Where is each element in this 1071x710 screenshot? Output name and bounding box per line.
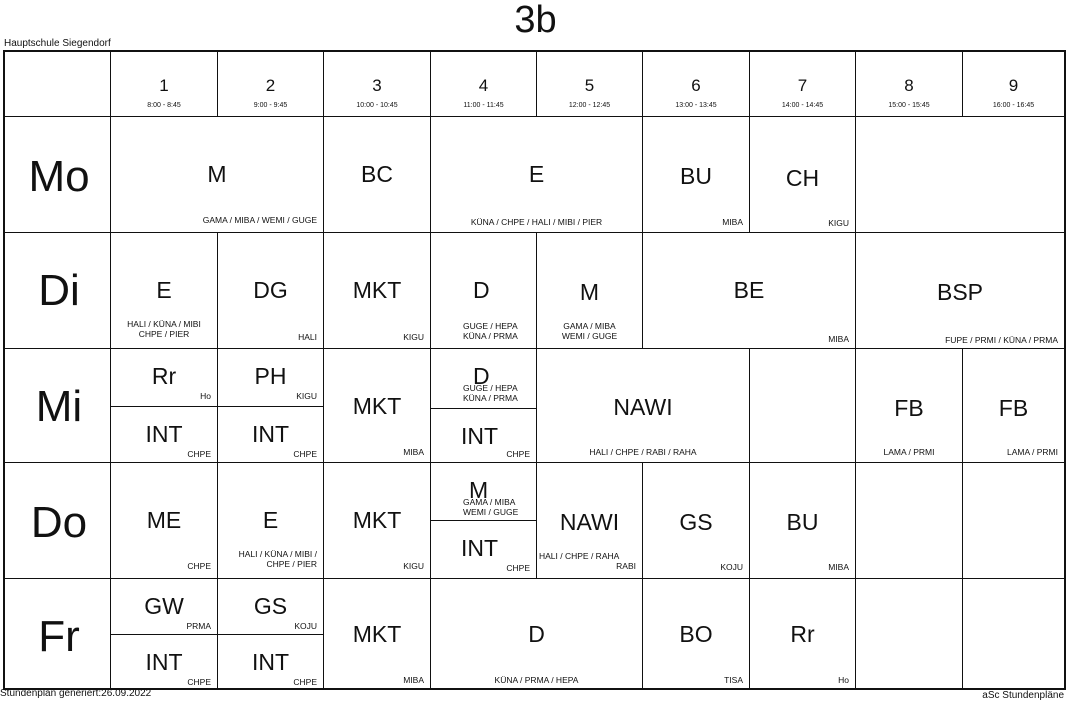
lesson-di-p1[interactable]	[111, 233, 217, 348]
lesson-teacher: MIBA	[403, 675, 424, 685]
lesson-subject: INT	[251, 421, 290, 447]
lesson-subject: D	[528, 621, 545, 647]
lesson-teacher-line2: KÜNA / PRMA	[463, 393, 518, 403]
lesson-mi-p4-b[interactable]	[431, 409, 536, 462]
lesson-subject: INT	[461, 535, 499, 561]
class-title: 3b	[514, 0, 557, 41]
lesson-subject: GS	[679, 509, 713, 535]
day-label-di: Di	[38, 266, 80, 315]
lesson-di-p4[interactable]	[431, 233, 536, 348]
lesson-teacher: LAMA / PRMI	[883, 447, 935, 457]
lesson-subject: GS	[253, 593, 288, 619]
lesson-mi-p5-6[interactable]	[537, 349, 749, 462]
lesson-subject: M	[579, 279, 600, 305]
lesson-subject: MKT	[352, 621, 402, 647]
lesson-mi-p9[interactable]	[963, 349, 1064, 462]
lesson-mi-p4-a[interactable]	[431, 349, 536, 408]
lesson-teacher: GAMA / MIBA	[563, 321, 616, 331]
lesson-teacher: HALI / KÜNA / MIBI	[127, 319, 201, 329]
lesson-teacher: PRMA	[186, 621, 211, 631]
period-header-4: 4 11:00 - 11:45	[463, 76, 504, 109]
lesson-do-p4-a[interactable]	[431, 463, 536, 520]
lesson-subject: BU	[680, 163, 712, 189]
lesson-subject: MKT	[352, 507, 402, 533]
lesson-fr-p4-5[interactable]	[431, 579, 642, 688]
lesson-subject: E	[528, 161, 545, 187]
lesson-do-p2[interactable]	[218, 463, 323, 578]
lesson-teacher: KIGU	[828, 218, 849, 228]
lesson-mo-p1-2[interactable]	[111, 117, 323, 232]
lesson-di-p6-7[interactable]	[643, 233, 855, 348]
lesson-teacher: HALI / KÜNA / MIBI /	[238, 549, 317, 559]
lesson-subject: INT	[145, 421, 183, 447]
lesson-teacher: MIBA	[828, 334, 849, 344]
lesson-mi-p1-b[interactable]	[111, 407, 217, 462]
lesson-mi-p3[interactable]	[324, 349, 430, 462]
lesson-teacher-line2: RABI	[616, 561, 636, 571]
lesson-subject: Rr	[151, 363, 177, 389]
lesson-fr-p2-a[interactable]	[218, 579, 323, 634]
generated-date: Stundenplan generiert:26.09.2022	[0, 688, 152, 699]
lesson-teacher-line2: WEMI / GUGE	[463, 507, 519, 517]
lesson-subject: E	[262, 507, 279, 533]
lesson-subject: BU	[786, 509, 819, 535]
lesson-subject: BSP	[936, 279, 984, 305]
lesson-mo-p6[interactable]	[643, 117, 749, 232]
lesson-mi-p2-a[interactable]	[218, 349, 323, 406]
lesson-teacher: GUGE / HEPA	[463, 321, 518, 331]
lesson-mo-p4-5[interactable]	[431, 117, 642, 232]
lesson-teacher: CHPE	[506, 563, 530, 573]
lesson-teacher: CHPE	[187, 449, 211, 459]
lesson-subject: BC	[361, 161, 393, 187]
lesson-di-p3[interactable]	[324, 233, 430, 348]
period-header-8: 8 15:00 - 15:45	[888, 76, 930, 109]
lesson-teacher: Ho	[838, 675, 849, 685]
lesson-teacher-line2: CHPE / PIER	[138, 329, 190, 339]
lesson-subject: CH	[785, 165, 820, 191]
lesson-subject: D	[473, 277, 490, 303]
period-header-5: 5 12:00 - 12:45	[568, 76, 611, 109]
lesson-teacher-line2: CHPE / PIER	[266, 559, 317, 569]
lesson-teacher: KÜNA / PRMA / HEPA	[494, 675, 579, 685]
lesson-teacher: KOJU	[720, 562, 743, 572]
lesson-do-p5[interactable]	[537, 463, 642, 578]
lesson-subject: FB	[894, 395, 924, 421]
lesson-do-p4-b[interactable]	[431, 521, 536, 578]
lesson-do-p6[interactable]	[643, 463, 749, 578]
day-label-do: Do	[30, 498, 88, 547]
lesson-subject: INT	[251, 649, 290, 675]
period-header-2: 2 9:00 - 9:45	[253, 76, 288, 109]
lesson-teacher: GAMA / MIBA / WEMI / GUGE	[202, 215, 317, 225]
lesson-teacher-line2: WEMI / GUGE	[561, 331, 618, 341]
lesson-fr-p2-b[interactable]	[218, 635, 323, 688]
lesson-di-p5[interactable]	[537, 233, 642, 348]
lesson-teacher: LAMA / PRMI	[1006, 447, 1058, 457]
lesson-teacher: KOJU	[294, 621, 317, 631]
timetable-grid	[3, 50, 1066, 690]
lesson-teacher: HALI / CHPE / RAHA	[539, 551, 620, 561]
period-header-1: 1 8:00 - 8:45	[147, 76, 181, 109]
lesson-mo-p7[interactable]	[750, 117, 855, 232]
lesson-teacher: GUGE / HEPA	[463, 383, 518, 393]
lesson-fr-p6[interactable]	[643, 579, 749, 688]
lesson-teacher: TISA	[724, 675, 743, 685]
lesson-subject: ME	[146, 507, 182, 533]
day-label-mi: Mi	[35, 382, 83, 431]
day-label-fr: Fr	[38, 612, 80, 661]
lesson-teacher: KÜNA / CHPE / HALI / MIBI / PIER	[470, 217, 603, 227]
software-credit: aSc Stundenpläne	[982, 690, 1064, 701]
lesson-teacher-line2: KÜNA / PRMA	[463, 331, 518, 341]
school-name: Hauptschule Siegendorf	[4, 38, 111, 49]
lesson-subject: NAWI	[559, 509, 620, 535]
lesson-teacher: CHPE	[293, 677, 317, 687]
lesson-do-p1[interactable]	[111, 463, 217, 578]
lesson-subject: M	[469, 477, 489, 503]
period-header-6: 6 13:00 - 13:45	[675, 76, 717, 109]
lesson-teacher: KIGU	[403, 332, 424, 342]
lesson-teacher: KIGU	[296, 391, 317, 401]
lesson-di-p2[interactable]	[218, 233, 323, 348]
lesson-teacher: KIGU	[403, 561, 424, 571]
lesson-subject: NAWI	[613, 394, 673, 420]
lesson-teacher: MIBA	[403, 447, 424, 457]
lesson-subject: D	[473, 363, 490, 389]
lesson-subject: MKT	[352, 393, 402, 419]
lesson-subject: M	[207, 161, 227, 187]
lesson-mi-p2-b[interactable]	[218, 407, 323, 462]
lesson-mi-p8[interactable]	[856, 349, 962, 462]
lesson-teacher: FUPE / PRMI / KÜNA / PRMA	[945, 335, 1058, 345]
lesson-fr-p7[interactable]	[750, 579, 855, 688]
lesson-do-p7[interactable]	[750, 463, 855, 578]
lesson-subject: BO	[679, 621, 713, 647]
lesson-fr-p1-b[interactable]	[111, 635, 217, 688]
lesson-teacher: HALI	[298, 332, 317, 342]
lesson-di-p8-9[interactable]	[856, 233, 1064, 348]
lesson-subject: FB	[998, 395, 1029, 421]
lesson-teacher: Ho	[200, 391, 211, 401]
lesson-teacher: HALI / CHPE / RABI / RAHA	[589, 447, 697, 457]
lesson-teacher: CHPE	[187, 677, 211, 687]
period-header-3: 3 10:00 - 10:45	[356, 76, 398, 109]
lesson-subject: Rr	[790, 621, 815, 647]
lesson-teacher: CHPE	[293, 449, 317, 459]
lesson-do-p3[interactable]	[324, 463, 430, 578]
lesson-subject: PH	[254, 363, 287, 389]
lesson-mo-p3[interactable]	[324, 117, 430, 232]
lesson-fr-p1-a[interactable]	[111, 579, 217, 634]
lesson-subject: DG	[253, 277, 288, 303]
lesson-subject: E	[156, 277, 172, 303]
day-label-mo: Mo	[28, 152, 90, 201]
lesson-fr-p3[interactable]	[324, 579, 430, 688]
period-header-9: 9 16:00 - 16:45	[992, 76, 1035, 109]
lesson-mi-p1-a[interactable]	[111, 349, 217, 406]
lesson-subject: MKT	[352, 277, 402, 303]
lesson-teacher: CHPE	[187, 561, 211, 571]
lesson-teacher: MIBA	[828, 562, 849, 572]
lesson-teacher: MIBA	[722, 217, 743, 227]
lesson-subject: BE	[733, 277, 765, 303]
period-header-7: 7 14:00 - 14:45	[781, 76, 824, 109]
lesson-subject: GW	[144, 593, 184, 619]
lesson-teacher: CHPE	[506, 449, 530, 459]
lesson-subject: INT	[145, 649, 183, 675]
lesson-subject: INT	[461, 423, 499, 449]
lesson-teacher: GAMA / MIBA	[463, 497, 516, 507]
